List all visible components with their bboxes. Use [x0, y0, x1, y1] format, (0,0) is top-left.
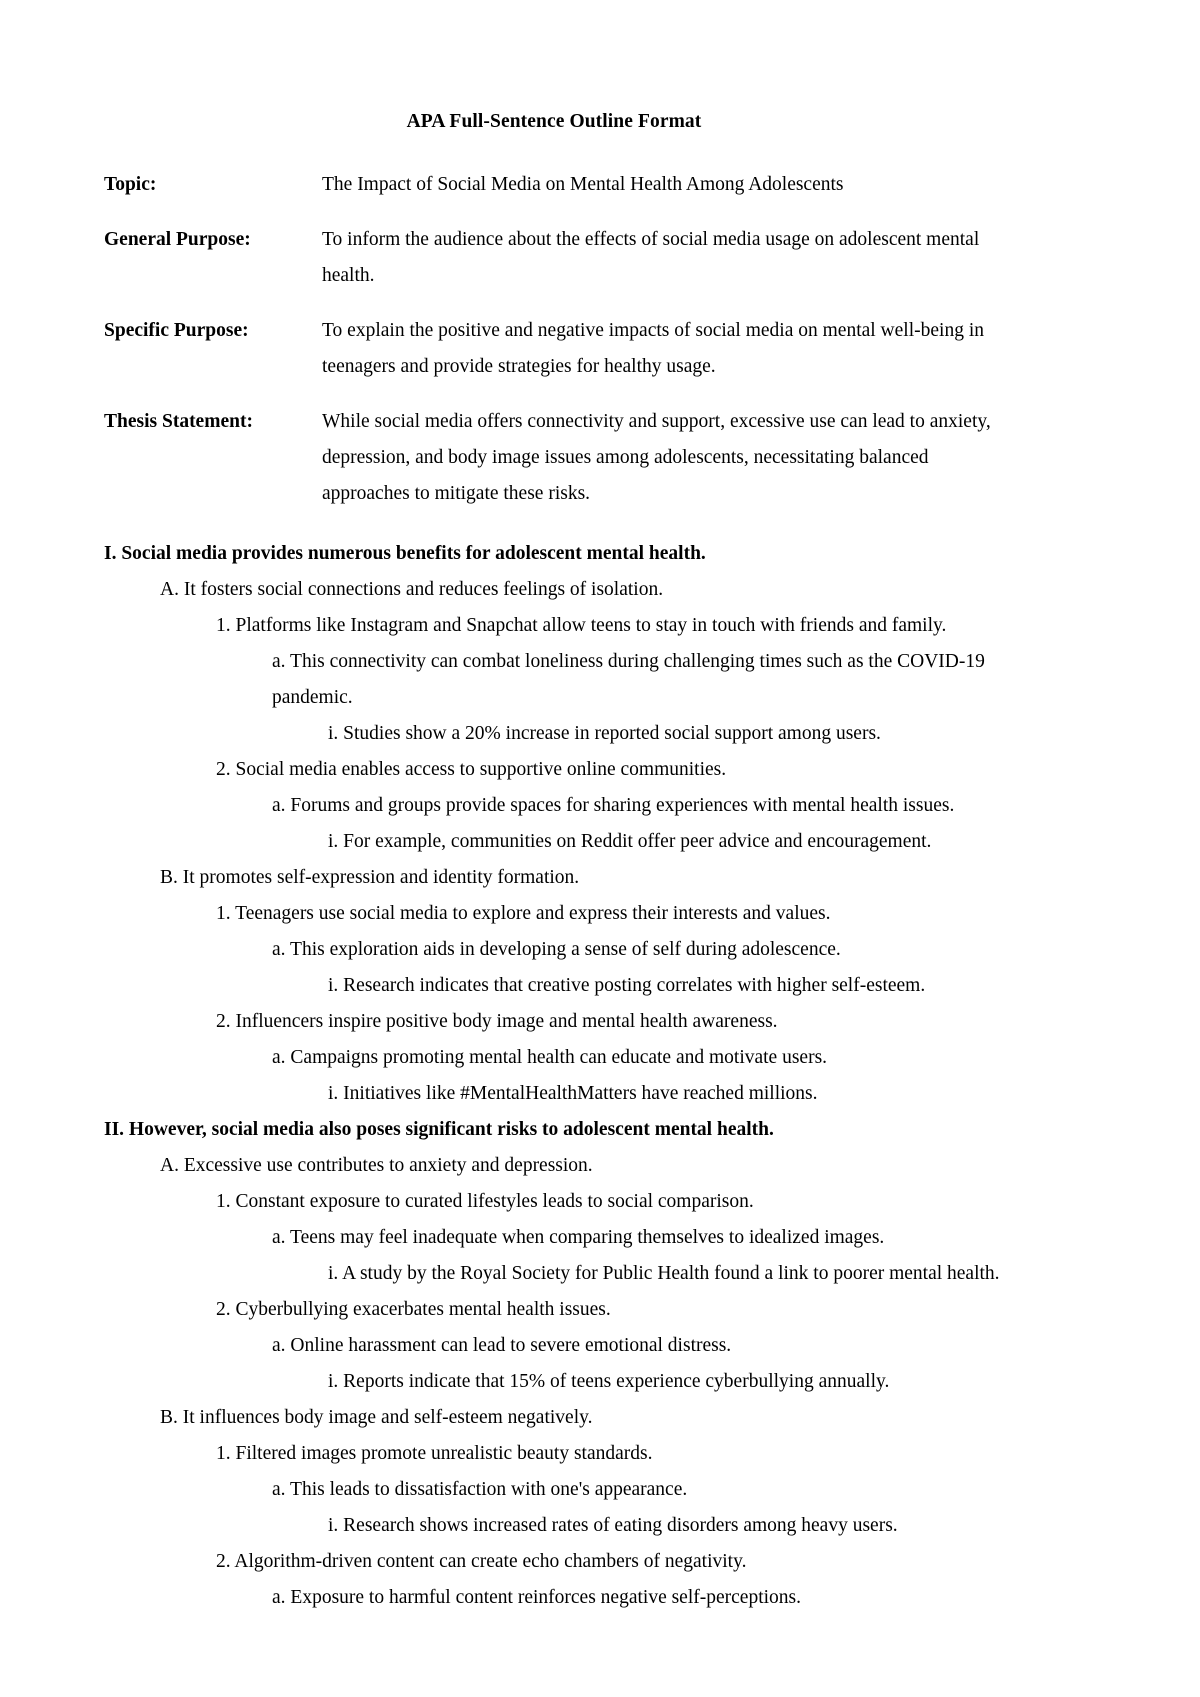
outline-item-letter: A. Excessive use contributes to anxiety and depression. — [160, 1154, 593, 1176]
outline-item-number: 2. Influencers inspire positive body image and mental health awareness. — [216, 1010, 778, 1032]
outline-item-lower: a. Exposure to harmful content reinforces negative self-perceptions. — [272, 1586, 802, 1608]
meta-row — [104, 222, 1004, 294]
meta-row-label: General Purpose: — [104, 228, 251, 250]
outline-item-number: 1. Platforms like Instagram and Snapchat allow teens to stay in touch with friends and family. — [216, 614, 947, 636]
outline-body — [104, 536, 1004, 1616]
outline-item-number: 1. Teenagers use social media to explore and express their interests and values. — [216, 902, 831, 924]
outline-item-lower: a. This connectivity can combat loneliness during challenging times such as the COVID-19 pandemic. — [272, 650, 985, 708]
outline-item-lower: a. Teens may feel inadequate when comparing themselves to idealized images. — [272, 1226, 885, 1248]
outline-item-letter: B. It promotes self-expression and identity formation. — [160, 866, 580, 888]
outline-item-number: 2. Cyberbullying exacerbates mental health issues. — [216, 1298, 611, 1320]
page-title: APA Full-Sentence Outline Format — [406, 111, 702, 132]
document-content — [104, 104, 1004, 1616]
outline-item-lower: a. Online harassment can lead to severe emotional distress. — [272, 1334, 732, 1356]
outline-item-roman-lower: i. Initiatives like #MentalHealthMatters have reached millions. — [328, 1082, 818, 1104]
meta-row-label: Specific Purpose: — [104, 319, 249, 341]
outline-item-number: 1. Filtered images promote unrealistic beauty standards. — [216, 1442, 653, 1464]
outline-item-number: 2. Algorithm-driven content can create echo chambers of negativity. — [216, 1550, 747, 1572]
outline-item-roman-lower: i. Studies show a 20% increase in reported social support among users. — [328, 722, 881, 744]
outline-metadata-block — [104, 167, 1004, 512]
outline-item-roman: I. Social media provides numerous benefits for adolescent mental health. — [104, 542, 706, 564]
outline-item-number: 2. Social media enables access to supportive online communities. — [216, 758, 727, 780]
meta-row — [104, 313, 1004, 385]
outline-item-roman-lower: i. Research indicates that creative posting correlates with higher self-esteem. — [328, 974, 926, 996]
outline-item-letter: A. It fosters social connections and reduces feelings of isolation. — [160, 578, 664, 600]
outline-item-lower: a. Forums and groups provide spaces for sharing experiences with mental health issues. — [272, 794, 955, 816]
outline-item-number: 1. Constant exposure to curated lifestyles leads to social comparison. — [216, 1190, 754, 1212]
outline-item-roman-lower: i. For example, communities on Reddit offer peer advice and encouragement. — [328, 830, 932, 852]
outline-item-roman: II. However, social media also poses significant risks to adolescent mental health. — [104, 1118, 774, 1140]
meta-row-label: Thesis Statement: — [104, 410, 253, 432]
outline-item-letter: B. It influences body image and self-esteem negatively. — [160, 1406, 593, 1428]
outline-item-lower: a. This exploration aids in developing a sense of self during adolescence. — [272, 938, 841, 960]
meta-row-value: To explain the positive and negative impacts of social media on mental well-being in teenagers and provide strategies for healthy usage. — [322, 319, 984, 377]
meta-row-value: To inform the audience about the effects of social media usage on adolescent mental health. — [322, 228, 980, 286]
meta-row — [104, 167, 1004, 203]
outline-item-lower: a. This leads to dissatisfaction with one's appearance. — [272, 1478, 688, 1500]
meta-row-value: While social media offers connectivity and support, excessive use can lead to anxiety, depression, and body image issues among adolescents, necessitating balanced approaches to mitigate these risks. — [322, 410, 991, 504]
meta-row-value: The Impact of Social Media on Mental Health Among Adolescents — [322, 173, 844, 195]
outline-item-roman-lower: i. Research shows increased rates of eating disorders among heavy users. — [328, 1514, 898, 1536]
outline-item-lower: a. Campaigns promoting mental health can educate and motivate users. — [272, 1046, 828, 1068]
meta-row — [104, 404, 1004, 512]
outline-item-roman-lower: i. Reports indicate that 15% of teens experience cyberbullying annually. — [328, 1370, 890, 1392]
meta-row-label: Topic: — [104, 173, 157, 195]
outline-item-roman-lower: i. A study by the Royal Society for Public Health found a link to poorer mental health. — [328, 1262, 1000, 1284]
